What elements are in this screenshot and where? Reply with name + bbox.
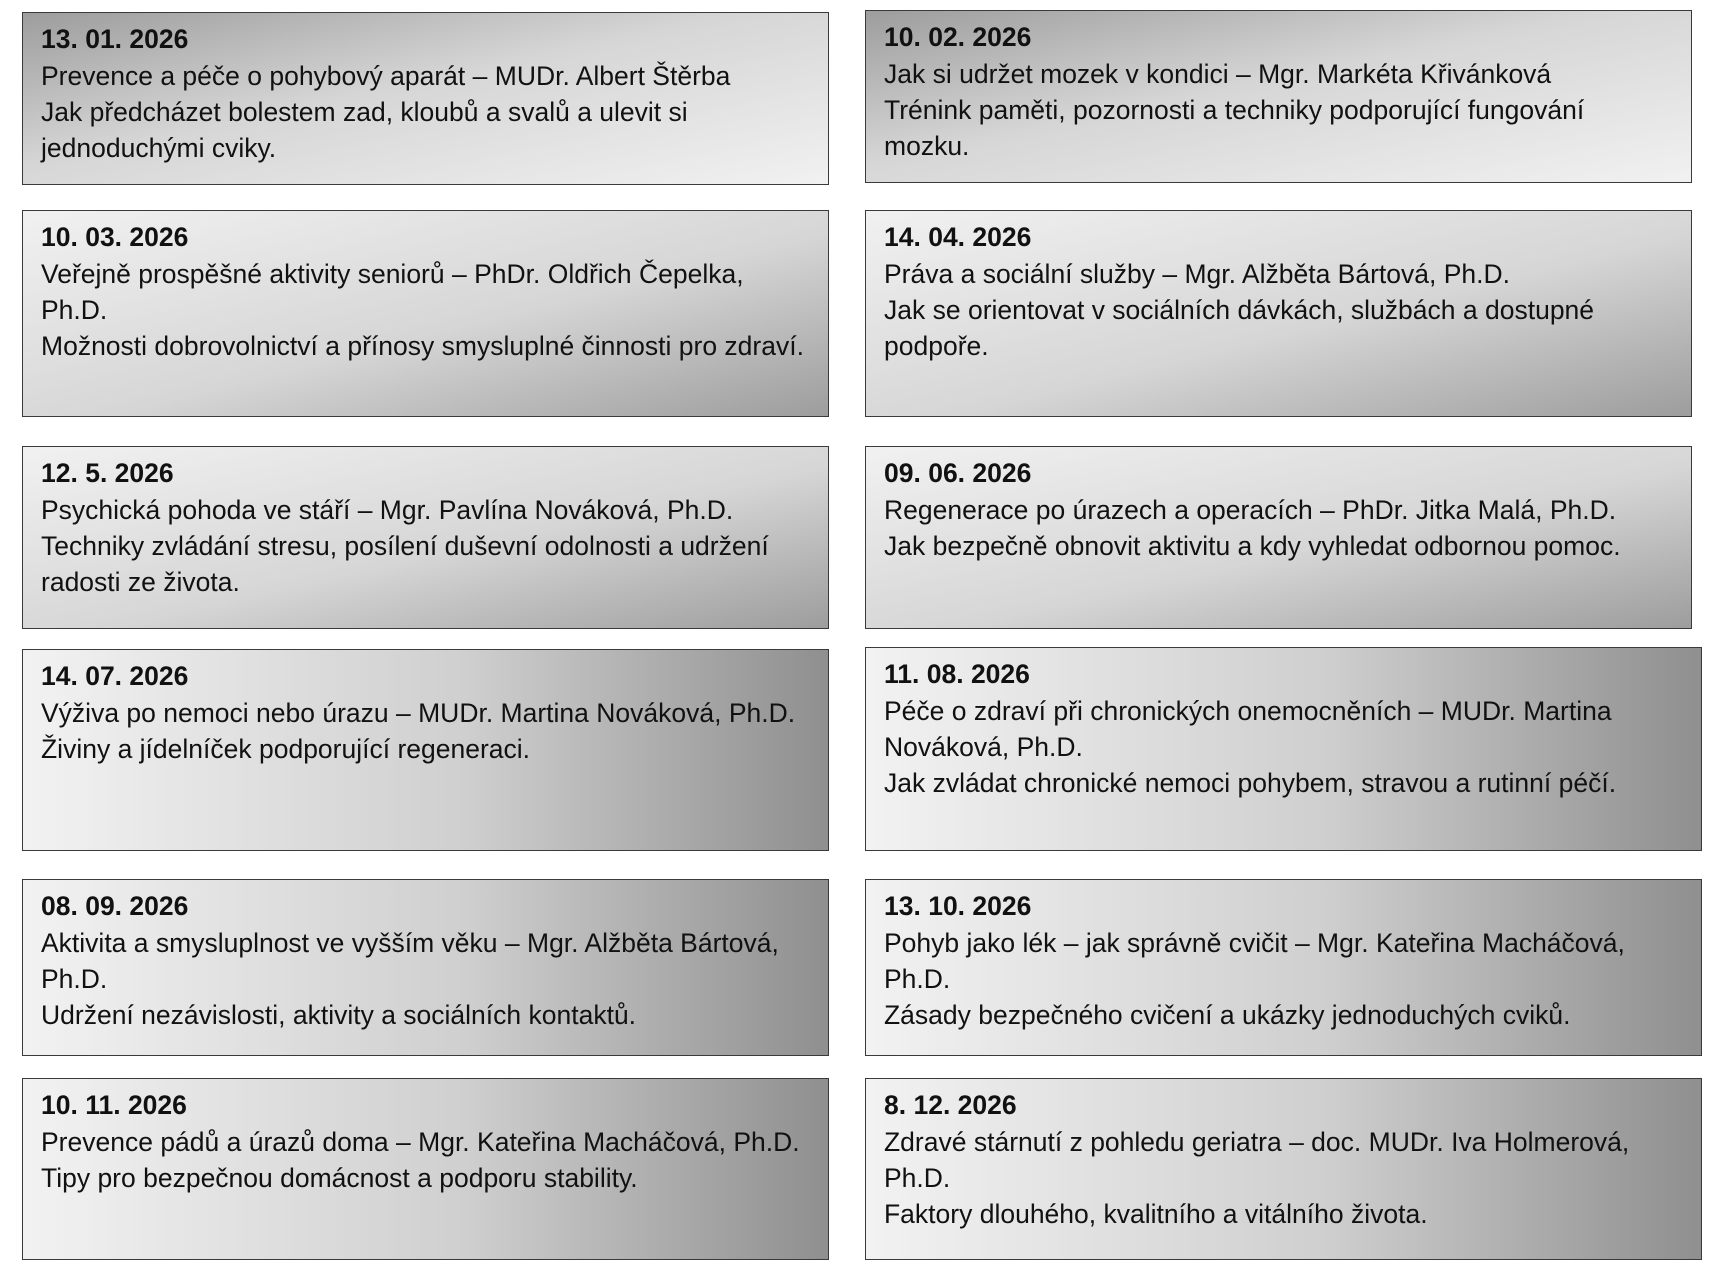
- event-date: 13. 10. 2026: [884, 891, 1032, 921]
- event-date: 08. 09. 2026: [41, 891, 189, 921]
- event-description: Tipy pro bezpečnou domácnost a podporu stability.: [41, 1163, 638, 1193]
- event-card-august: [865, 647, 1702, 851]
- event-card-september: [22, 879, 829, 1056]
- event-description: Jak zvládat chronické nemoci pohybem, stravou a rutinní péčí.: [884, 768, 1617, 798]
- event-title: Aktivita a smysluplnost ve vyšším věku – Mgr. Alžběta Bártová, Ph.D.: [41, 928, 779, 994]
- event-card-december: [865, 1078, 1702, 1260]
- event-title: Péče o zdraví při chronických onemocněních – MUDr. Martina Nováková, Ph.D.: [884, 696, 1612, 762]
- event-date: 14. 04. 2026: [884, 222, 1032, 252]
- event-description: Trénink paměti, pozornosti a techniky podporující fungování mozku.: [884, 95, 1585, 161]
- event-card-october: [865, 879, 1702, 1056]
- event-date: 10. 02. 2026: [884, 22, 1032, 52]
- event-description: Jak se orientovat v sociálních dávkách, službách a dostupné podpoře.: [884, 295, 1595, 361]
- event-card-april: [865, 210, 1692, 417]
- event-description: Faktory dlouhého, kvalitního a vitálního života.: [884, 1199, 1428, 1229]
- event-description: Jak předcházet bolestem zad, kloubů a svalů a ulevit si jednoduchými cviky.: [41, 97, 688, 163]
- event-card-july: [22, 649, 829, 851]
- event-date: 14. 07. 2026: [41, 661, 189, 691]
- event-title: Výživa po nemoci nebo úrazu – MUDr. Martina Nováková, Ph.D.: [41, 698, 796, 728]
- event-description: Jak bezpečně obnovit aktivitu a kdy vyhledat odbornou pomoc.: [884, 531, 1621, 561]
- event-card-november: [22, 1078, 829, 1260]
- event-title: Prevence a péče o pohybový aparát – MUDr. Albert Štěrba: [41, 61, 731, 91]
- event-card-february: [865, 10, 1692, 183]
- event-date: 10. 03. 2026: [41, 222, 189, 252]
- event-title: Prevence pádů a úrazů doma – Mgr. Kateřina Macháčová, Ph.D.: [41, 1127, 800, 1157]
- event-card-may: [22, 446, 829, 629]
- event-date: 13. 01. 2026: [41, 24, 189, 54]
- event-card-march: [22, 210, 829, 417]
- event-title: Práva a sociální služby – Mgr. Alžběta Bártová, Ph.D.: [884, 259, 1510, 289]
- event-title: Veřejně prospěšné aktivity seniorů – PhDr. Oldřich Čepelka, Ph.D.: [41, 259, 744, 325]
- event-title: Jak si udržet mozek v kondici – Mgr. Markéta Křivánková: [884, 59, 1552, 89]
- event-title: Regenerace po úrazech a operacích – PhDr. Jitka Malá, Ph.D.: [884, 495, 1617, 525]
- event-card-january: [22, 12, 829, 185]
- event-title: Zdravé stárnutí z pohledu geriatra – doc. MUDr. Iva Holmerová, Ph.D.: [884, 1127, 1630, 1193]
- event-title: Psychická pohoda ve stáří – Mgr. Pavlína Nováková, Ph.D.: [41, 495, 734, 525]
- event-description: Udržení nezávislosti, aktivity a sociálních kontaktů.: [41, 1000, 637, 1030]
- event-date: 12. 5. 2026: [41, 458, 174, 488]
- event-description: Techniky zvládání stresu, posílení duševní odolnosti a udržení radosti ze života.: [41, 531, 769, 597]
- event-card-june: [865, 446, 1692, 629]
- event-date: 8. 12. 2026: [884, 1090, 1017, 1120]
- event-title: Pohyb jako lék – jak správně cvičit – Mgr. Kateřina Macháčová, Ph.D.: [884, 928, 1625, 994]
- event-description: Zásady bezpečného cvičení a ukázky jednoduchých cviků.: [884, 1000, 1571, 1030]
- event-description: Živiny a jídelníček podporující regeneraci.: [41, 734, 531, 764]
- event-date: 11. 08. 2026: [884, 659, 1030, 689]
- event-description: Možnosti dobrovolnictví a přínosy smysluplné činnosti pro zdraví.: [41, 331, 804, 361]
- event-date: 10. 11. 2026: [41, 1090, 187, 1120]
- event-date: 09. 06. 2026: [884, 458, 1032, 488]
